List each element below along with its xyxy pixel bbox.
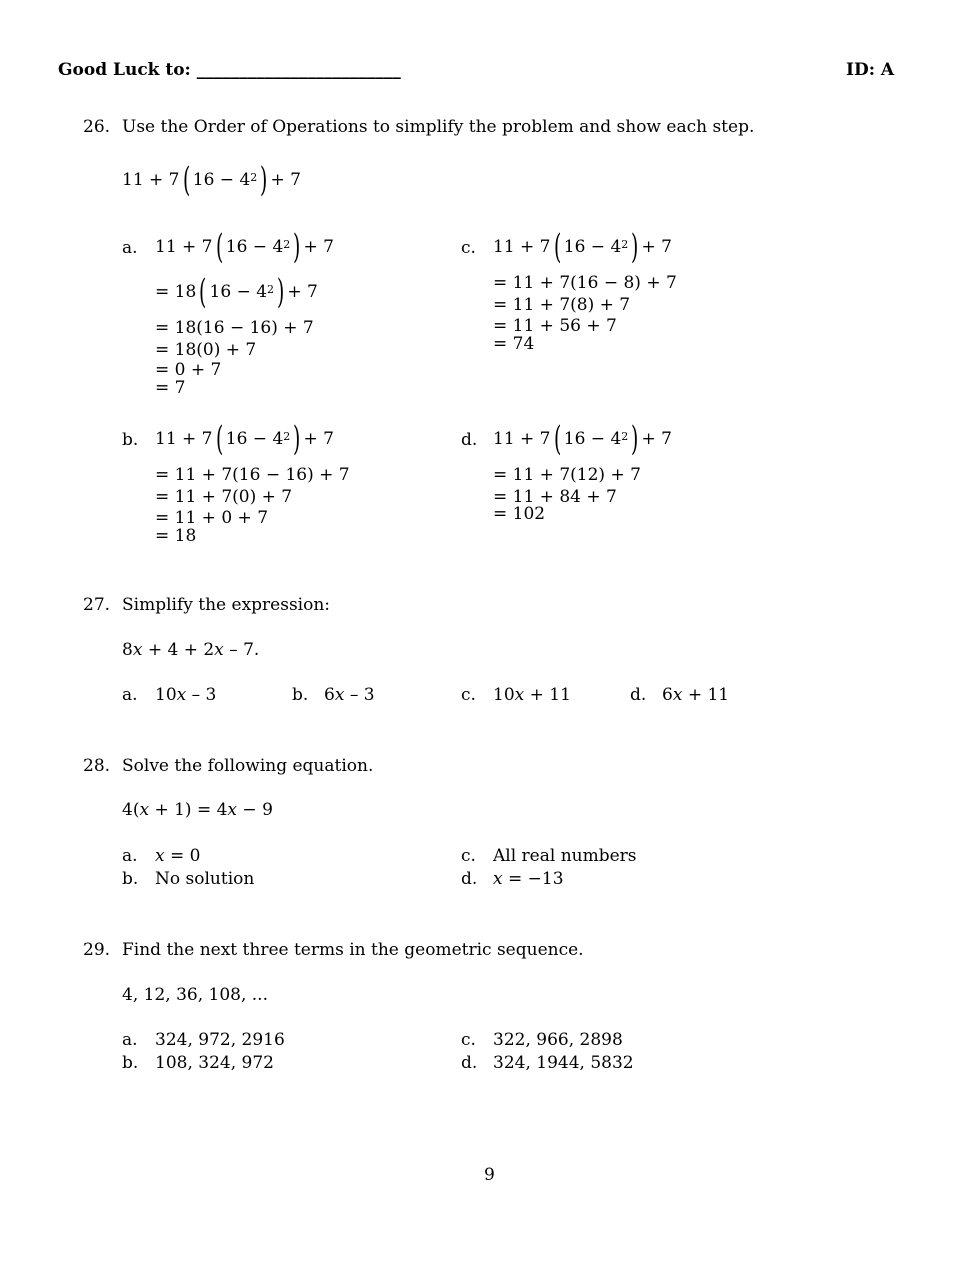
- q28-equation: [122, 800, 273, 820]
- choice-letter: b.: [122, 1053, 139, 1073]
- expr-prefix: 11 + 7: [493, 429, 551, 449]
- expr-part: = 0: [164, 846, 201, 866]
- step-line: = 7: [155, 378, 186, 398]
- choice-letter: d.: [461, 430, 478, 450]
- question-prompt: Use the Order of Operations to simplify the problem and show each step.: [122, 117, 755, 137]
- right-paren: ): [277, 272, 285, 312]
- question-prompt: Simplify the expression:: [122, 595, 331, 615]
- step-line: = 18: [155, 526, 197, 546]
- step-line: = 18(0) + 7: [155, 340, 257, 360]
- expr-suffix: + 7: [303, 429, 334, 449]
- choice-a: [155, 846, 200, 866]
- variable: x: [514, 685, 525, 705]
- left-paren: (: [182, 160, 190, 200]
- q27-expression: [122, 640, 259, 660]
- expr-suffix: + 7: [641, 429, 672, 449]
- right-paren: ): [631, 227, 639, 267]
- coefficient: 6: [324, 685, 335, 705]
- expr-prefix: 11 + 7: [155, 237, 213, 257]
- choice-letter: a.: [122, 846, 138, 866]
- expr-inner: 16 − 4: [225, 237, 284, 257]
- choice-letter: a.: [122, 685, 138, 705]
- step-line: = 11 + 0 + 7: [155, 508, 269, 528]
- left-paren: (: [553, 419, 561, 459]
- step-line: = 18(16 − 16) + 7: [155, 318, 314, 338]
- step-line: = 74: [493, 334, 535, 354]
- choice-c-line1: [493, 227, 672, 267]
- variable: x: [334, 685, 345, 705]
- student-name-label: Good Luck to: ________________________: [58, 60, 401, 80]
- question-number: 29.: [83, 940, 111, 960]
- choice-c: 322, 966, 2898: [493, 1030, 623, 1050]
- expr-part: 4(: [122, 800, 140, 820]
- choice-b: No solution: [155, 869, 255, 889]
- choice-letter: b.: [292, 685, 309, 705]
- coefficient: 6: [662, 685, 673, 705]
- step-line: = 11 + 7(16 − 16) + 7: [155, 465, 350, 485]
- expr-suffix: + 7: [270, 170, 301, 190]
- expr-prefix: 11 + 7: [122, 170, 180, 190]
- choice-letter: b.: [122, 430, 139, 450]
- variable: x: [155, 846, 165, 866]
- variable: x: [132, 640, 143, 660]
- question-prompt: Solve the following equation.: [122, 756, 374, 776]
- variable: x: [227, 800, 238, 820]
- exponent: 2: [267, 282, 275, 296]
- choice-letter: c.: [461, 846, 476, 866]
- expr-inner: 16 − 4: [563, 237, 622, 257]
- expr-part: – 3: [186, 685, 217, 705]
- q26-expression: [122, 160, 301, 200]
- exponent: 2: [283, 237, 291, 251]
- expr-prefix: 11 + 7: [155, 429, 213, 449]
- choice-a: 324, 972, 2916: [155, 1030, 285, 1050]
- left-paren: (: [215, 227, 223, 267]
- variable: x: [214, 640, 224, 660]
- choice-letter: c.: [461, 1030, 476, 1050]
- expr-part: – 3: [344, 685, 375, 705]
- right-paren: ): [293, 227, 301, 267]
- choice-letter: a.: [122, 238, 138, 258]
- expr-part: − 9: [237, 800, 273, 820]
- expr-part: – 7.: [223, 640, 260, 660]
- choice-a-line1: [155, 227, 334, 267]
- step-line: = 11 + 7(16 − 8) + 7: [493, 273, 677, 293]
- choice-letter: c.: [461, 685, 476, 705]
- step-line: = 11 + 7(8) + 7: [493, 295, 631, 315]
- expr-suffix: + 7: [303, 237, 334, 257]
- choice-a-line2: [155, 272, 318, 312]
- choice-b: [324, 685, 375, 705]
- page-number: 9: [484, 1165, 495, 1185]
- variable: x: [139, 800, 150, 820]
- right-paren: ): [631, 419, 639, 459]
- expr-suffix: + 7: [287, 282, 318, 302]
- choice-b-line1: [155, 419, 334, 459]
- choice-letter: d.: [630, 685, 647, 705]
- coefficient: 10: [155, 685, 177, 705]
- question-number: 27.: [83, 595, 111, 615]
- choice-b: 108, 324, 972: [155, 1053, 274, 1073]
- expr-part: + 4 + 2: [142, 640, 215, 660]
- variable: x: [176, 685, 187, 705]
- choice-d-line1: [493, 419, 672, 459]
- test-id-label: ID: A: [846, 60, 895, 80]
- right-paren: ): [293, 419, 301, 459]
- choice-letter: d.: [461, 1053, 478, 1073]
- exponent: 2: [283, 429, 291, 443]
- right-paren: ): [260, 160, 268, 200]
- expr-part: 8: [122, 640, 133, 660]
- left-paren: (: [199, 272, 207, 312]
- q29-sequence: 4, 12, 36, 108, ...: [122, 985, 268, 1005]
- coefficient: 10: [493, 685, 515, 705]
- question-prompt: Find the next three terms in the geometric sequence.: [122, 940, 584, 960]
- step-line: = 102: [493, 504, 546, 524]
- expr-inner: 16 − 4: [209, 282, 268, 302]
- step-line: = 11 + 7(12) + 7: [493, 465, 641, 485]
- expr-part: = −13: [502, 869, 564, 889]
- left-paren: (: [215, 419, 223, 459]
- expr-prefix: = 18: [155, 282, 197, 302]
- choice-d: 324, 1944, 5832: [493, 1053, 634, 1073]
- question-number: 26.: [83, 117, 111, 137]
- left-paren: (: [553, 227, 561, 267]
- choice-d: [493, 869, 564, 889]
- choice-letter: d.: [461, 869, 478, 889]
- choice-letter: c.: [461, 238, 476, 258]
- step-line: = 11 + 7(0) + 7: [155, 487, 293, 507]
- expr-part: + 11: [682, 685, 730, 705]
- step-line: = 11 + 56 + 7: [493, 316, 617, 336]
- question-number: 28.: [83, 756, 111, 776]
- expr-part: + 11: [524, 685, 571, 705]
- exponent: 2: [621, 237, 629, 251]
- step-line: = 0 + 7: [155, 360, 222, 380]
- choice-c: [493, 685, 571, 705]
- exponent: 2: [250, 170, 258, 184]
- choice-c: All real numbers: [493, 846, 637, 866]
- expr-part: + 1) = 4: [149, 800, 228, 820]
- choice-d: [662, 685, 729, 705]
- choice-letter: b.: [122, 869, 139, 889]
- expr-inner: 16 − 4: [563, 429, 622, 449]
- choice-a: [155, 685, 216, 705]
- variable: x: [672, 685, 683, 705]
- exponent: 2: [621, 429, 629, 443]
- expr-inner: 16 − 4: [192, 170, 251, 190]
- expr-prefix: 11 + 7: [493, 237, 551, 257]
- variable: x: [493, 869, 503, 889]
- step-line: = 11 + 84 + 7: [493, 487, 617, 507]
- choice-letter: a.: [122, 1030, 138, 1050]
- expr-inner: 16 − 4: [225, 429, 284, 449]
- expr-suffix: + 7: [641, 237, 672, 257]
